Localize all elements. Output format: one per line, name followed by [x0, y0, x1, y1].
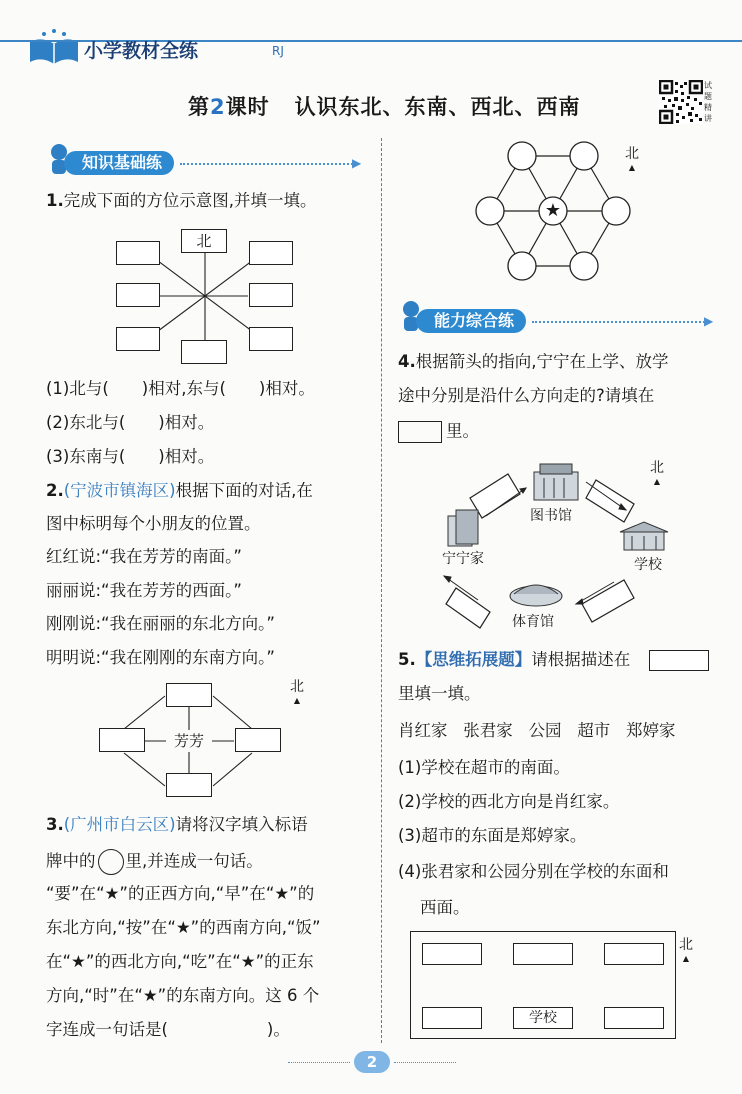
q3-line: 在“★”的西北方向,“吃”在“★”的正东 — [46, 952, 314, 971]
qr-code-icon[interactable] — [659, 80, 703, 124]
q4-north-indicator: 北 ▲ — [650, 461, 664, 489]
q2-dialog: 明明说:“我在刚刚的东南方向。” — [46, 648, 275, 667]
footer-rule-right — [394, 1062, 456, 1063]
q1-box-se[interactable] — [249, 327, 293, 351]
page-number: 2 — [354, 1051, 390, 1073]
q2-dialog: 红红说:“我在芳芳的南面。” — [46, 547, 242, 566]
q1-item: (2)东北与( )相对。 — [46, 413, 215, 432]
q2-north-indicator: 北 ▲ — [290, 680, 304, 708]
q5-box-ne[interactable] — [604, 943, 664, 965]
q1-item: (1)北与( )相对,东与( )相对。 — [46, 379, 315, 398]
q1-box-nw[interactable] — [116, 241, 160, 265]
column-divider — [381, 138, 382, 1043]
q1-box-s[interactable] — [181, 340, 227, 364]
q4-prompt-line3: 里。 — [398, 421, 479, 443]
q5-prompt-line2: 里填一填。 — [398, 684, 481, 703]
north-arrow-icon: ▲ — [653, 477, 661, 486]
north-arrow-icon: ▲ — [682, 954, 690, 963]
q5-box-se[interactable] — [604, 1007, 664, 1029]
library-building-icon — [534, 464, 578, 500]
blank-box-icon — [398, 421, 442, 443]
edition-label: RJ — [272, 44, 284, 58]
q4-label-home: 宁宁家 — [442, 551, 484, 567]
q3-line: 方向,“时”在“★”的东南方向。这 6 个 — [46, 986, 320, 1005]
section-basic-tag: 知识基础练 — [64, 151, 174, 175]
q4-label-school: 学校 — [634, 557, 662, 573]
q2-center-box: 芳芳 — [166, 730, 212, 752]
section-ability-tag: 能力综合练 — [416, 309, 526, 333]
q5-name-list: 肖红家 张君家 公园 超市 郑婷家 — [398, 721, 676, 740]
q2-prompt-line2: 图中标明每个小朋友的位置。 — [46, 514, 261, 533]
q2-box-south[interactable] — [166, 773, 212, 797]
q3-prompt: 3.(广州市白云区)请将汉字填入标语 — [46, 815, 308, 834]
book-logo-icon — [26, 28, 82, 70]
arrow-right-icon: ▶ — [704, 314, 714, 328]
q5-item: (1)学校在超市的南面。 — [398, 758, 570, 777]
arrow-right-icon: ▶ — [352, 156, 362, 170]
lesson-title: 第2课时 认识东北、东南、西北、西南 — [188, 95, 581, 119]
q5-item: (3)超市的东面是郑婷家。 — [398, 826, 587, 845]
circle-blank-icon — [98, 849, 124, 875]
q5-north-indicator: 北 ▲ — [679, 938, 693, 966]
q1-prompt: 1.完成下面的方位示意图,并填一填。 — [46, 191, 317, 210]
north-arrow-icon: ▲ — [293, 696, 301, 705]
q2-dialog: 丽丽说:“我在芳芳的西面。” — [46, 581, 242, 600]
school-building-icon — [620, 522, 668, 550]
q5-item: (4)张君家和公园分别在学校的东面和 — [398, 862, 669, 881]
q1-north-box: 北 — [181, 229, 227, 253]
q1-box-e[interactable] — [249, 283, 293, 307]
q2-box-north[interactable] — [166, 683, 212, 707]
q5-box-sw[interactable] — [422, 1007, 482, 1029]
q3-answer-line: 字连成一句话是( )。 — [46, 1020, 290, 1039]
q1-box-w[interactable] — [116, 283, 160, 307]
q1-box-sw[interactable] — [116, 327, 160, 351]
q2-box-west[interactable] — [99, 728, 145, 752]
q3-star-icon: ★ — [544, 200, 562, 221]
section-ability-rule — [532, 321, 708, 323]
q4-prompt-line2: 途中分别是沿什么方向走的?请填在 — [398, 386, 655, 405]
q3-line: “要”在“★”的正西方向,“早”在“★”的 — [46, 884, 315, 903]
series-title: 小学教材全练 — [84, 40, 199, 62]
q2-box-east[interactable] — [235, 728, 281, 752]
q3-line: 东北方向,“按”在“★”的西南方向,“饭” — [46, 918, 321, 937]
q2-dialog: 刚刚说:“我在丽丽的东北方向。” — [46, 614, 275, 633]
q5-box-nw[interactable] — [422, 943, 482, 965]
section-basic-rule — [180, 163, 356, 165]
gym-building-icon — [510, 585, 562, 606]
q1-item: (3)东南与( )相对。 — [46, 447, 215, 466]
q5-inline-blank — [649, 650, 709, 671]
q3-north-indicator: 北 ▲ — [625, 147, 639, 175]
q3-prompt-line2: 牌中的 里,并连成一句话。 — [46, 849, 263, 875]
q5-item: (2)学校的西北方向是肖红家。 — [398, 792, 620, 811]
qr-label: 试 题 精 讲 — [704, 81, 712, 123]
q4-label-gym: 体育馆 — [512, 614, 554, 630]
q5-item: 西面。 — [420, 898, 470, 917]
north-arrow-icon: ▲ — [628, 163, 636, 172]
home-building-icon — [448, 510, 478, 546]
q4-prompt: 4.根据箭头的指向,宁宁在上学、放学 — [398, 352, 669, 371]
q5-school-box: 学校 — [513, 1007, 573, 1029]
q5-box-n[interactable] — [513, 943, 573, 965]
footer-rule-left — [288, 1062, 350, 1063]
q4-label-library: 图书馆 — [530, 508, 572, 524]
q2-prompt: 2.(宁波市镇海区)根据下面的对话,在 — [46, 481, 313, 500]
q5-prompt: 5.【思维拓展题】请根据描述在 — [398, 650, 631, 669]
q1-box-ne[interactable] — [249, 241, 293, 265]
